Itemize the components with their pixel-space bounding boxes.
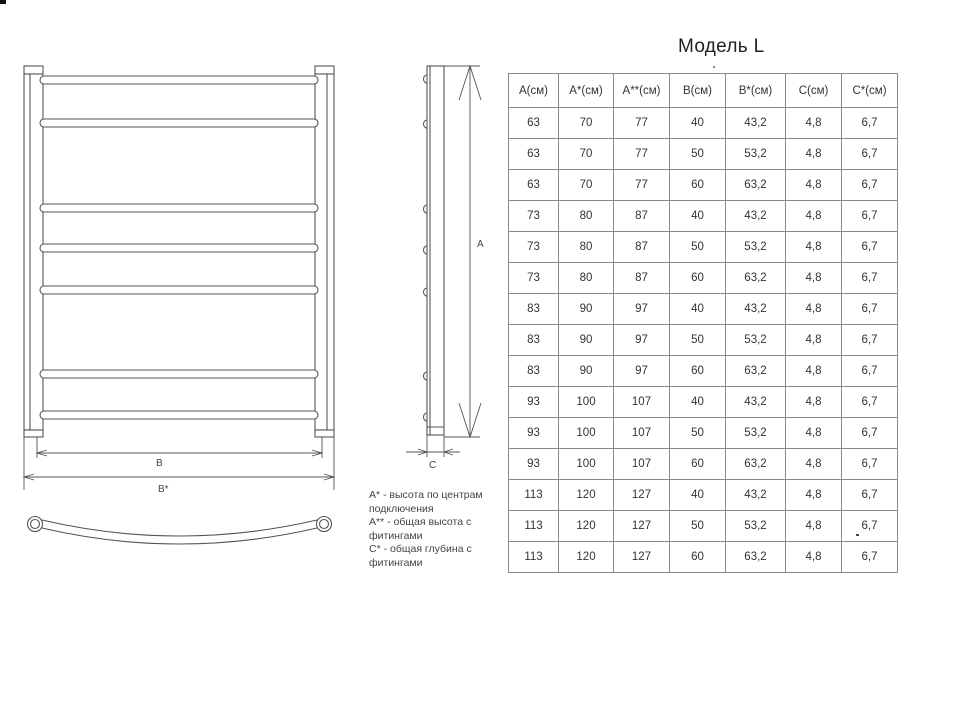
table-cell: 40 <box>670 108 726 139</box>
table-row <box>509 108 898 139</box>
table-cell: 53,2 <box>726 418 786 449</box>
table-row <box>509 387 898 418</box>
table-cell: 63 <box>509 139 559 170</box>
table-cell: 6,7 <box>842 418 898 449</box>
table-cell: 6,7 <box>842 356 898 387</box>
table-cell: 50 <box>670 511 726 542</box>
table-cell: 6,7 <box>842 480 898 511</box>
top-view-bar <box>28 517 332 545</box>
table-row <box>509 449 898 480</box>
column-header: B(см) <box>670 74 726 108</box>
table-cell: 93 <box>509 449 559 480</box>
table-cell: 100 <box>559 387 614 418</box>
model-title: Модель L <box>678 36 765 57</box>
table-cell: 113 <box>509 542 559 573</box>
table-cell: 107 <box>614 449 670 480</box>
legend-a-double-star: A** - общая высота с фитингами <box>369 516 472 542</box>
table-cell: 4,8 <box>786 387 842 418</box>
table-cell: 63,2 <box>726 542 786 573</box>
table-header-row <box>509 74 898 108</box>
table-cell: 113 <box>509 480 559 511</box>
table-cell: 40 <box>670 387 726 418</box>
table-cell: 43,2 <box>726 480 786 511</box>
dimension-c <box>406 435 460 457</box>
side-view <box>424 66 444 435</box>
table-cell: 107 <box>614 418 670 449</box>
table-cell: 127 <box>614 511 670 542</box>
table-cell: 4,8 <box>786 294 842 325</box>
dimension-b-star-label: B* <box>158 484 169 495</box>
table-cell: 4,8 <box>786 418 842 449</box>
table-row <box>509 480 898 511</box>
table-cell: 83 <box>509 294 559 325</box>
table-cell: 93 <box>509 418 559 449</box>
legend <box>369 489 509 570</box>
front-view-rungs <box>40 76 318 419</box>
table-cell: 43,2 <box>726 294 786 325</box>
table-cell: 40 <box>670 294 726 325</box>
dimension-c-label: C <box>429 460 437 471</box>
table-cell: 60 <box>670 263 726 294</box>
table-cell: 4,8 <box>786 480 842 511</box>
table-cell: 40 <box>670 480 726 511</box>
table-cell: 113 <box>509 511 559 542</box>
table-cell: 100 <box>559 418 614 449</box>
table-cell: 50 <box>670 139 726 170</box>
table-cell: 120 <box>559 480 614 511</box>
table-cell: 50 <box>670 325 726 356</box>
column-header: A**(см) <box>614 74 670 108</box>
table-cell: 63,2 <box>726 170 786 201</box>
table-cell: 63,2 <box>726 356 786 387</box>
table-cell: 6,7 <box>842 449 898 480</box>
table-cell: 6,7 <box>842 170 898 201</box>
table-row <box>509 263 898 294</box>
table-cell: 6,7 <box>842 108 898 139</box>
table-cell: 4,8 <box>786 201 842 232</box>
table-cell: 73 <box>509 232 559 263</box>
table-cell: 120 <box>559 542 614 573</box>
table-cell: 4,8 <box>786 108 842 139</box>
table-cell: 60 <box>670 170 726 201</box>
table-cell: 120 <box>559 511 614 542</box>
table-cell: 83 <box>509 356 559 387</box>
table-cell: 6,7 <box>842 201 898 232</box>
table-cell: 6,7 <box>842 294 898 325</box>
table-cell: 53,2 <box>726 325 786 356</box>
table-cell: 4,8 <box>786 511 842 542</box>
table-row <box>509 542 898 573</box>
table-cell: 6,7 <box>842 387 898 418</box>
column-header: A(см) <box>509 74 559 108</box>
table-cell: 93 <box>509 387 559 418</box>
table-row <box>509 356 898 387</box>
table-cell: 100 <box>559 449 614 480</box>
table-row <box>509 139 898 170</box>
table-cell: 4,8 <box>786 356 842 387</box>
legend-c-star: C* - общая глубина с фитингами <box>369 543 472 569</box>
table-cell: 77 <box>614 139 670 170</box>
table-cell: 90 <box>559 294 614 325</box>
table-cell: 50 <box>670 418 726 449</box>
table-cell: 43,2 <box>726 108 786 139</box>
table-cell: 87 <box>614 232 670 263</box>
column-header: B*(см) <box>726 74 786 108</box>
legend-a-star: A* - высота по центрам подключения <box>369 489 483 515</box>
dimensions-table <box>508 73 898 573</box>
table-cell: 90 <box>559 325 614 356</box>
table-cell: 50 <box>670 232 726 263</box>
table-cell: 70 <box>559 139 614 170</box>
table-cell: 43,2 <box>726 201 786 232</box>
table-cell: 97 <box>614 325 670 356</box>
table-cell: 127 <box>614 542 670 573</box>
table-row <box>509 511 898 542</box>
table-cell: 90 <box>559 356 614 387</box>
table-cell: 97 <box>614 294 670 325</box>
table-cell: 70 <box>559 170 614 201</box>
table-cell: 77 <box>614 170 670 201</box>
table-cell: 63 <box>509 170 559 201</box>
table-cell: 4,8 <box>786 449 842 480</box>
table-cell: 40 <box>670 201 726 232</box>
table-cell: 97 <box>614 356 670 387</box>
column-header: C*(см) <box>842 74 898 108</box>
table-cell: 53,2 <box>726 511 786 542</box>
dimension-b <box>24 437 334 490</box>
table-cell: 53,2 <box>726 139 786 170</box>
table-cell: 73 <box>509 201 559 232</box>
table-cell: 80 <box>559 263 614 294</box>
table-cell: 4,8 <box>786 232 842 263</box>
table-row <box>509 232 898 263</box>
table-cell: 4,8 <box>786 263 842 294</box>
dimension-b-label: B <box>156 458 163 469</box>
table-cell: 77 <box>614 108 670 139</box>
table-row <box>509 325 898 356</box>
table-cell: 6,7 <box>842 511 898 542</box>
column-header: C(см) <box>786 74 842 108</box>
table-cell: 43,2 <box>726 387 786 418</box>
table-cell: 6,7 <box>842 542 898 573</box>
table-cell: 4,8 <box>786 542 842 573</box>
table-cell: 80 <box>559 201 614 232</box>
table-cell: 6,7 <box>842 232 898 263</box>
table-row <box>509 294 898 325</box>
dimension-a <box>444 66 481 437</box>
table-cell: 73 <box>509 263 559 294</box>
table-cell: 4,8 <box>786 139 842 170</box>
table-cell: 87 <box>614 201 670 232</box>
table-cell: 107 <box>614 387 670 418</box>
table-cell: 4,8 <box>786 325 842 356</box>
table-row <box>509 170 898 201</box>
table-row <box>509 418 898 449</box>
table-cell: 87 <box>614 263 670 294</box>
table-cell: 53,2 <box>726 232 786 263</box>
scan-speck <box>856 534 859 536</box>
dimension-a-label: A <box>477 239 484 250</box>
table-cell: 4,8 <box>786 170 842 201</box>
table-cell: 63,2 <box>726 449 786 480</box>
column-header: A*(см) <box>559 74 614 108</box>
table-cell: 70 <box>559 108 614 139</box>
table-cell: 127 <box>614 480 670 511</box>
table-cell: 63 <box>509 108 559 139</box>
table-cell: 63,2 <box>726 263 786 294</box>
table-cell: 60 <box>670 449 726 480</box>
table-cell: 60 <box>670 356 726 387</box>
table-cell: 80 <box>559 232 614 263</box>
table-cell: 83 <box>509 325 559 356</box>
table-cell: 60 <box>670 542 726 573</box>
table-cell: 6,7 <box>842 325 898 356</box>
table-cell: 6,7 <box>842 263 898 294</box>
table-row <box>509 201 898 232</box>
table-cell: 6,7 <box>842 139 898 170</box>
